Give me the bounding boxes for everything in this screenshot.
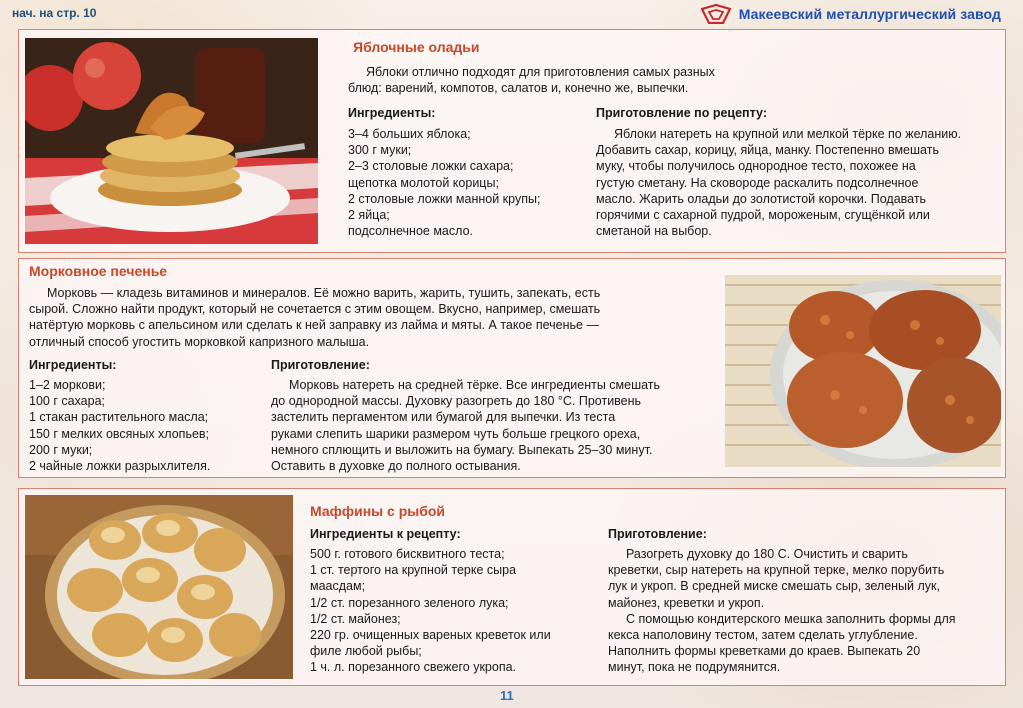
ingredients-list bbox=[310, 546, 551, 676]
list-item: 1 ч. л. порезанного свежего укропа. bbox=[310, 660, 517, 675]
method-line: муку, чтобы получилось однородное тесто, похожее на bbox=[596, 159, 916, 174]
continued-from-page: нач. на стр. 10 bbox=[12, 6, 97, 20]
method-line: сметаной на выбор. bbox=[596, 224, 712, 239]
list-item: 1/2 ст. майонез; bbox=[310, 611, 401, 626]
list-item: 1 ст. тертого на крупной терке сыра bbox=[310, 563, 517, 578]
method-line: С помощью кондитерского мешка заполнить формы для bbox=[626, 611, 956, 626]
ingredients-list bbox=[348, 126, 540, 239]
list-item: 500 г. готового бисквитного теста; bbox=[310, 547, 505, 561]
ingredients-heading: Ингредиенты: bbox=[29, 358, 117, 372]
list-item: 1–2 моркови; bbox=[29, 378, 106, 392]
method-text bbox=[596, 126, 961, 239]
list-item: маасдам; bbox=[310, 579, 366, 594]
page-header bbox=[0, 0, 1023, 28]
list-item: 200 г муки; bbox=[29, 442, 93, 457]
list-item: 300 г муки; bbox=[348, 143, 412, 158]
method-heading: Приготовление: bbox=[608, 527, 707, 541]
fish-muffins-photo bbox=[25, 495, 293, 679]
list-item: 2 столовые ложки манной крупы; bbox=[348, 191, 541, 206]
method-line: Морковь натереть на средней тёрке. Все ингредиенты смешать bbox=[289, 378, 661, 392]
method-text bbox=[608, 546, 956, 676]
method-text bbox=[271, 377, 660, 474]
method-line: горячими с сахарной пудрой, мороженым, сгущёнкой или bbox=[596, 208, 930, 223]
list-item: 150 г мелких овсяных хлопьев; bbox=[29, 426, 210, 441]
page-number: 11 bbox=[500, 688, 514, 703]
method-line: Добавить сахар, корицу, яйца, манку. Постепенно вмешать bbox=[596, 143, 939, 158]
intro-line: Яблоки отлично подходят для приготовления самых разных bbox=[366, 65, 715, 79]
method-line: застелить пергаментом или бумагой для выпечки. Из теста bbox=[271, 410, 616, 425]
method-heading: Приготовление по рецепту: bbox=[596, 106, 767, 120]
list-item: 220 гр. очищенных вареных креветок или bbox=[310, 628, 551, 643]
list-item: 2 чайные ложки разрыхлителя. bbox=[29, 459, 211, 474]
ingredients-list bbox=[29, 377, 210, 474]
recipe-title: Морковное печенье bbox=[29, 263, 168, 279]
intro-line: блюд: варений, компотов, салатов и, конечно же, выпечки. bbox=[348, 81, 689, 96]
method-line: Яблоки натереть на крупной или мелкой тёрке по желанию. bbox=[614, 127, 962, 141]
ingredients-heading: Ингредиенты: bbox=[348, 106, 436, 120]
method-line: лук и укроп. В средней миске смешать сыр, зеленый лук, bbox=[608, 579, 940, 594]
intro-line: сырой. Сложно найти продукт, который не сочетается с этим овощем. Вкусно, например, смешать bbox=[29, 302, 601, 317]
intro-line: натёртую морковь с апельсином или сделать к ней заправку из лайма и мяты. А такое печенье — bbox=[29, 318, 599, 333]
list-item: филе любой рыбы; bbox=[310, 644, 422, 659]
recipe-card-carrot-cookies bbox=[18, 258, 1006, 478]
method-line: майонез, креветки и укроп. bbox=[608, 595, 765, 610]
ingredients-heading: Ингредиенты к рецепту: bbox=[310, 527, 461, 541]
list-item: 1/2 ст. порезанного зеленого лука; bbox=[310, 595, 509, 610]
method-line: масло. Жарить оладьи до золотистой корочки. Подавать bbox=[596, 191, 927, 206]
list-item: 1 стакан растительного масла; bbox=[29, 410, 209, 425]
method-line: Разогреть духовку до 180 С. Очистить и сварить bbox=[626, 547, 908, 561]
brand bbox=[701, 4, 1001, 24]
method-line: Наполнить формы креветками до краев. Выпекать 20 bbox=[608, 644, 921, 659]
recipe-intro bbox=[29, 285, 709, 350]
method-line: руками слепить шарики размером чуть больше грецкого ореха, bbox=[271, 426, 641, 441]
list-item: 3–4 больших яблока; bbox=[348, 127, 471, 141]
intro-line: отличный способ угостить морковкой капризного малыша. bbox=[29, 334, 370, 349]
list-item: щепотка молотой корицы; bbox=[348, 175, 499, 190]
method-line: креветки, сыр натереть на крупной терке, мелко порубить bbox=[608, 563, 945, 578]
apple-pancakes-photo bbox=[25, 38, 318, 244]
carrot-cookies-photo bbox=[725, 275, 1001, 467]
recipe-card-fish-muffins bbox=[18, 488, 1006, 686]
method-heading: Приготовление: bbox=[271, 358, 370, 372]
brand-name: Макеевский металлургический завод bbox=[738, 6, 1001, 22]
method-line: густую сметану. На сковороде раскалить подсолнечное bbox=[596, 175, 919, 190]
list-item: 2 яйца; bbox=[348, 208, 390, 223]
method-line: кекса наполовину тестом, затем сделать углубление. bbox=[608, 628, 918, 643]
recipe-title: Маффины с рыбой bbox=[310, 503, 446, 519]
recipe-title: Яблочные оладьи bbox=[353, 39, 480, 55]
recipe-card-apple-pancakes bbox=[18, 29, 1006, 253]
method-line: до однородной массы. Духовку разогреть до 180 °С. Противень bbox=[271, 394, 642, 409]
intro-line: Морковь — кладезь витаминов и минералов. Её можно варить, жарить, тушить, запекать, есть bbox=[47, 286, 601, 300]
method-line: немного сплющить и выложить на бумагу. Выпекать 25–30 минут. bbox=[271, 442, 653, 457]
factory-logo-icon bbox=[701, 4, 731, 24]
list-item: подсолнечное масло. bbox=[348, 224, 473, 239]
method-line: Оставить в духовке до полного остывания. bbox=[271, 459, 521, 474]
recipe-intro bbox=[348, 64, 778, 96]
list-item: 2–3 столовые ложки сахара; bbox=[348, 159, 514, 174]
list-item: 100 г сахара; bbox=[29, 394, 106, 409]
method-line: минут, пока не подрумянится. bbox=[608, 660, 781, 675]
